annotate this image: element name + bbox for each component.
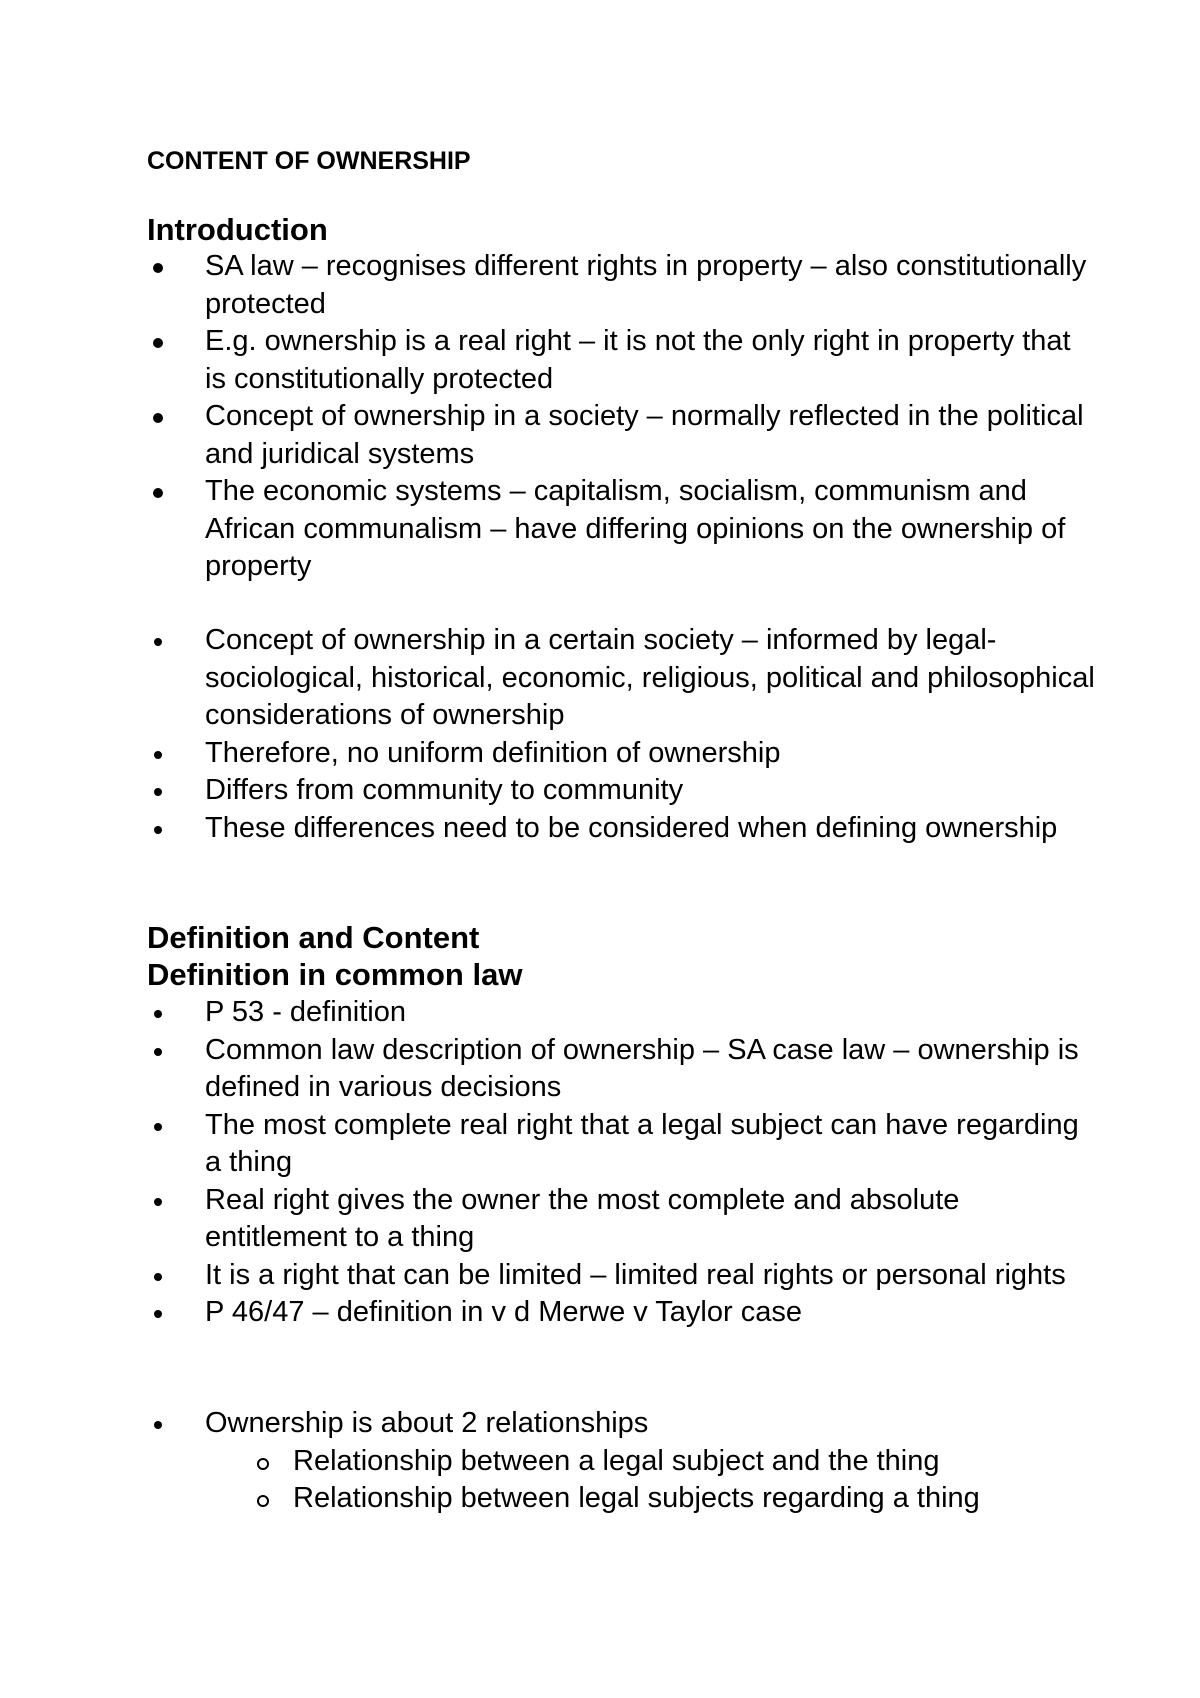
relationships-list <box>0 1405 1200 1518</box>
bullet-icon <box>154 1010 162 1018</box>
heading-introduction: Introduction <box>147 212 328 247</box>
sublist-item <box>0 1443 1095 1481</box>
sublist-item <box>0 1480 1095 1518</box>
definition-list <box>0 994 1200 1332</box>
list-item-text: Real right gives the owner the most complete and absolute entitlement to a thing <box>205 1183 960 1253</box>
list-item <box>0 1032 1095 1107</box>
sublist-item-text: Relationship between legal subjects regarding a thing <box>293 1482 980 1514</box>
circle-bullet-icon <box>257 1495 269 1507</box>
list-item <box>0 1294 1095 1332</box>
bullet-icon <box>153 263 163 273</box>
list-item-text: Concept of ownership in a society – normally reflected in the political and juridical systems <box>205 400 1084 470</box>
list-item <box>0 994 1095 1032</box>
bullet-icon <box>154 1123 162 1131</box>
list-item <box>0 735 1095 773</box>
list-item <box>0 248 1095 323</box>
bullet-icon <box>154 1198 162 1206</box>
bullet-icon <box>153 338 163 348</box>
list-item <box>0 1257 1095 1295</box>
list-item-text: SA law – recognises different rights in property – also constitutionally protected <box>205 250 1087 320</box>
relationships-sublist <box>205 1443 1095 1518</box>
list-item-text: Therefore, no uniform definition of ownership <box>205 736 781 769</box>
list-item <box>0 398 1095 473</box>
bullet-icon <box>154 1421 162 1429</box>
list-item-text: The economic systems – capitalism, socialism, communism and African communalism – have differing opinions on the ownership of property <box>205 475 1066 582</box>
bullet-icon <box>154 751 162 759</box>
bullet-icon <box>154 1310 162 1318</box>
list-item <box>0 772 1095 810</box>
list-item-text: Common law description of ownership – SA case law – ownership is defined in various decisions <box>205 1033 1079 1103</box>
bullet-icon <box>154 638 162 646</box>
circle-bullet-icon <box>257 1458 269 1470</box>
list-item-text: P 46/47 – definition in v d Merwe v Taylor case <box>205 1296 802 1328</box>
bullet-icon <box>153 488 163 498</box>
bullet-icon <box>154 826 162 834</box>
bullet-icon <box>154 1273 162 1281</box>
list-item-text: These differences need to be considered when defining ownership <box>205 811 1058 844</box>
list-item <box>0 810 1095 848</box>
list-item-text: Differs from community to community <box>205 774 684 806</box>
list-item <box>0 473 1095 586</box>
list-item-text: E.g. ownership is a real right – it is not the only right in property that is constitutionally protected <box>205 325 1071 395</box>
bullet-icon <box>154 1048 162 1056</box>
list-item-text: P 53 - definition <box>205 996 406 1028</box>
society-list <box>0 622 1200 847</box>
document-title: CONTENT OF OWNERSHIP <box>147 147 471 175</box>
bullet-icon <box>154 788 162 796</box>
list-item-text: It is a right that can be limited – limited real rights or personal rights <box>205 1258 1066 1291</box>
list-item-text: Concept of ownership in a certain society – informed by legal-sociological, historical, economic, religious, political and philosophical considerations of ownership <box>205 624 1095 731</box>
list-item-text: The most complete real right that a legal subject can have regarding a thing <box>205 1108 1079 1178</box>
list-item <box>0 1107 1095 1182</box>
bullet-icon <box>153 413 163 423</box>
list-item <box>0 323 1095 398</box>
list-item <box>0 622 1095 735</box>
intro-list <box>0 248 1200 586</box>
list-item <box>0 1182 1095 1257</box>
heading-definition-and-content: Definition and Content <box>147 920 480 955</box>
sublist-item-text: Relationship between a legal subject and the thing <box>293 1444 940 1477</box>
list-item-text: Ownership is about 2 relationships <box>205 1407 649 1439</box>
list-item <box>0 1405 1095 1518</box>
heading-definition-common-law: Definition in common law <box>147 957 523 992</box>
